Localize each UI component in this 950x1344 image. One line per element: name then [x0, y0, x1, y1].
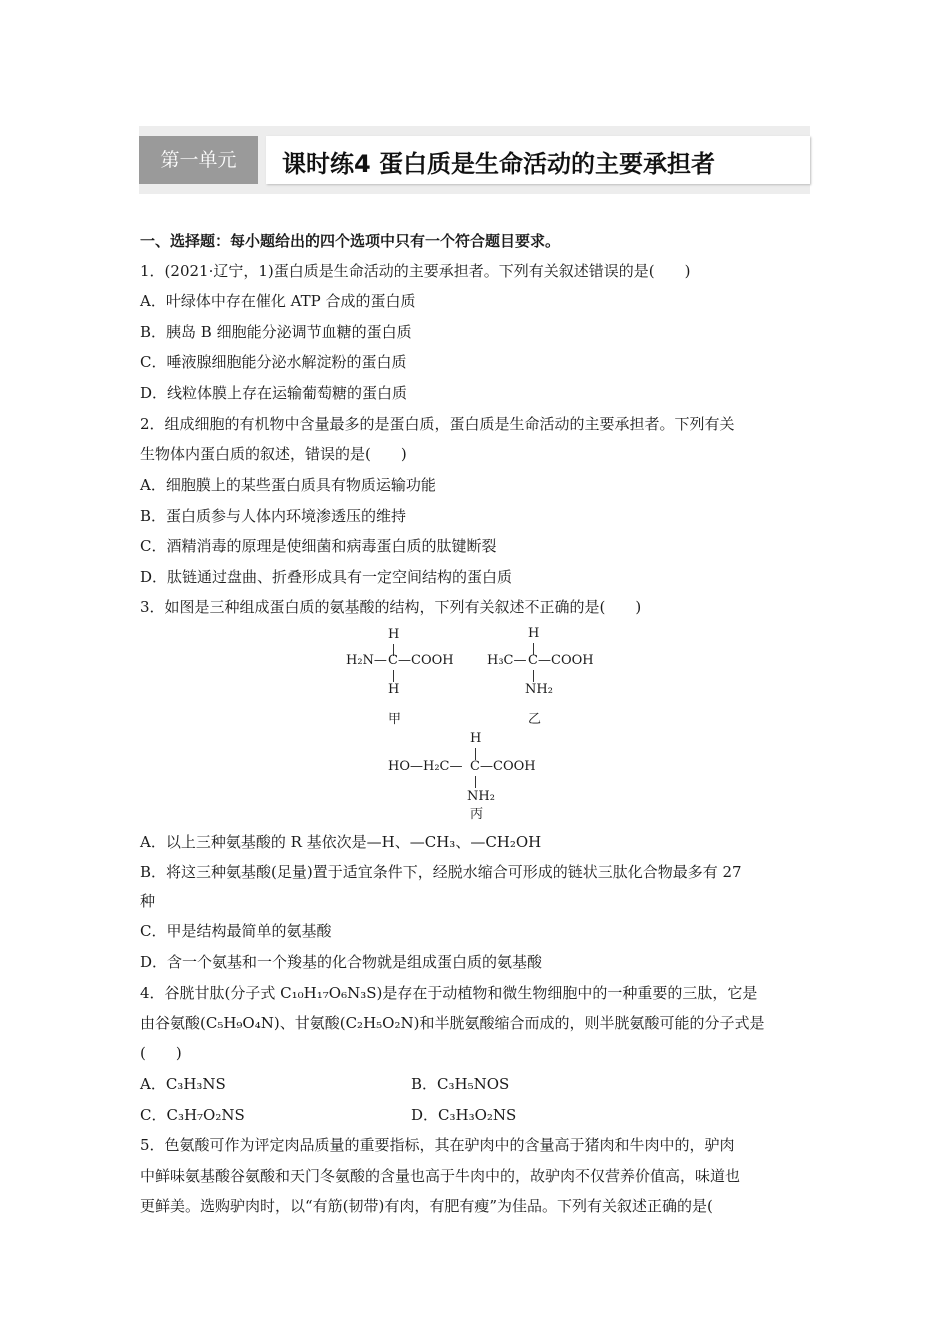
q2-option-b: B．蛋白质参与人体内环境渗透压的维持	[140, 507, 407, 525]
q1-option-b: B．胰岛 B 细胞能分泌调节血糖的蛋白质	[140, 323, 412, 341]
q1-stem: 1．(2021·辽宁，1)蛋白质是生命活动的主要承担者。下列有关叙述错误的是( )	[140, 262, 691, 280]
bing-bond-down	[475, 776, 476, 788]
q2-stem-line2: 生物体内蛋白质的叙述，错误的是( )	[140, 445, 407, 463]
jia-bottom-h: H	[388, 682, 400, 697]
bing-right: —COOH	[480, 759, 536, 774]
jia-bond-down	[393, 670, 394, 682]
q2-option-a: A．细胞膜上的某些蛋白质具有物质运输功能	[140, 476, 436, 494]
section-heading: 一、选择题：每小题给出的四个选项中只有一个符合题目要求。	[140, 232, 561, 250]
q2-option-c: C．酒精消毒的原理是使细菌和病毒蛋白质的肽键断裂	[140, 537, 497, 555]
yi-center: C	[528, 653, 538, 668]
yi-bottom-nh2: NH₂	[525, 682, 553, 697]
q1-option-c: C．唾液腺细胞能分泌水解淀粉的蛋白质	[140, 353, 407, 371]
bing-bottom-nh2: NH₂	[467, 789, 495, 804]
yi-label: 乙	[528, 712, 542, 727]
q4-stem-line3: ( )	[140, 1044, 182, 1062]
q1-option-d: D．线粒体膜上存在运输葡萄糖的蛋白质	[140, 384, 408, 402]
q3-option-a: A．以上三种氨基酸的 R 基依次是—H、—CH₃、—CH₂OH	[140, 833, 542, 851]
q4-stem-line1: 4．谷胱甘肽(分子式 C₁₀H₁₇O₆N₃S)是存在于动植物和微生物细胞中的一种重要的三肽，它是	[140, 984, 758, 1002]
yi-bond-down	[533, 670, 534, 682]
page-title: 课时练4 蛋白质是生命活动的主要承担者	[282, 150, 716, 178]
bing-center: C	[470, 759, 480, 774]
q5-line2: 中鲜味氨基酸谷氨酸和天门冬氨酸的含量也高于牛肉中的，故驴肉不仅营养价值高，味道也	[140, 1167, 741, 1185]
yi-top-h: H	[528, 626, 540, 641]
q4-stem-line2: 由谷氨酸(C₅H₉O₄N)、甘氨酸(C₂H₅O₂N)和半胱氨酸缩合而成的，则半胱氨酸可能的分子式是	[140, 1014, 765, 1032]
bing-label: 丙	[470, 807, 484, 822]
jia-top-h: H	[388, 627, 400, 642]
q3-option-b-line1: B．将这三种氨基酸(足量)置于适宜条件下，经脱水缩合可形成的链状三肽化合物最多有 27	[140, 863, 742, 881]
q2-option-d: D．肽链通过盘曲、折叠形成具有一定空间结构的蛋白质	[140, 568, 513, 586]
q5-line3: 更鲜美。选购驴肉时，以“有筋(韧带)有肉，有肥有瘦”为佳品。下列有关叙述正确的是(	[140, 1197, 713, 1215]
q3-option-c: C．甲是结构最简单的氨基酸	[140, 922, 332, 940]
bing-left: HO—H₂C—	[388, 759, 463, 774]
q3-stem: 3．如图是三种组成蛋白质的氨基酸的结构，下列有关叙述不正确的是( )	[140, 598, 642, 616]
jia-right: —COOH	[398, 653, 454, 668]
yi-left: H₃C—	[487, 653, 527, 668]
q3-option-d: D．含一个氨基和一个羧基的化合物就是组成蛋白质的氨基酸	[140, 953, 543, 971]
q2-stem-line1: 2．组成细胞的有机物中含量最多的是蛋白质，蛋白质是生命活动的主要承担者。下列有关	[140, 415, 735, 433]
q3-option-b-line2: 种	[140, 892, 156, 910]
yi-right: —COOH	[538, 653, 594, 668]
q4-option-b: B．C₃H₅NOS	[411, 1075, 510, 1093]
bing-top-h: H	[470, 731, 482, 746]
q1-option-a: A．叶绿体中存在催化 ATP 合成的蛋白质	[140, 292, 416, 310]
jia-left: H₂N—	[346, 653, 387, 668]
jia-center: C	[388, 653, 398, 668]
q4-option-c: C．C₃H₇O₂NS	[140, 1106, 245, 1124]
q4-option-d: D．C₃H₃O₂NS	[411, 1106, 517, 1124]
jia-label: 甲	[388, 712, 402, 727]
q4-option-a: A．C₃H₃NS	[140, 1075, 226, 1093]
unit-tab: 第一单元	[139, 136, 258, 184]
q5-line1: 5．色氨酸可作为评定肉品质量的重要指标，其在驴肉中的含量高于猪肉和牛肉中的，驴肉	[140, 1136, 735, 1154]
